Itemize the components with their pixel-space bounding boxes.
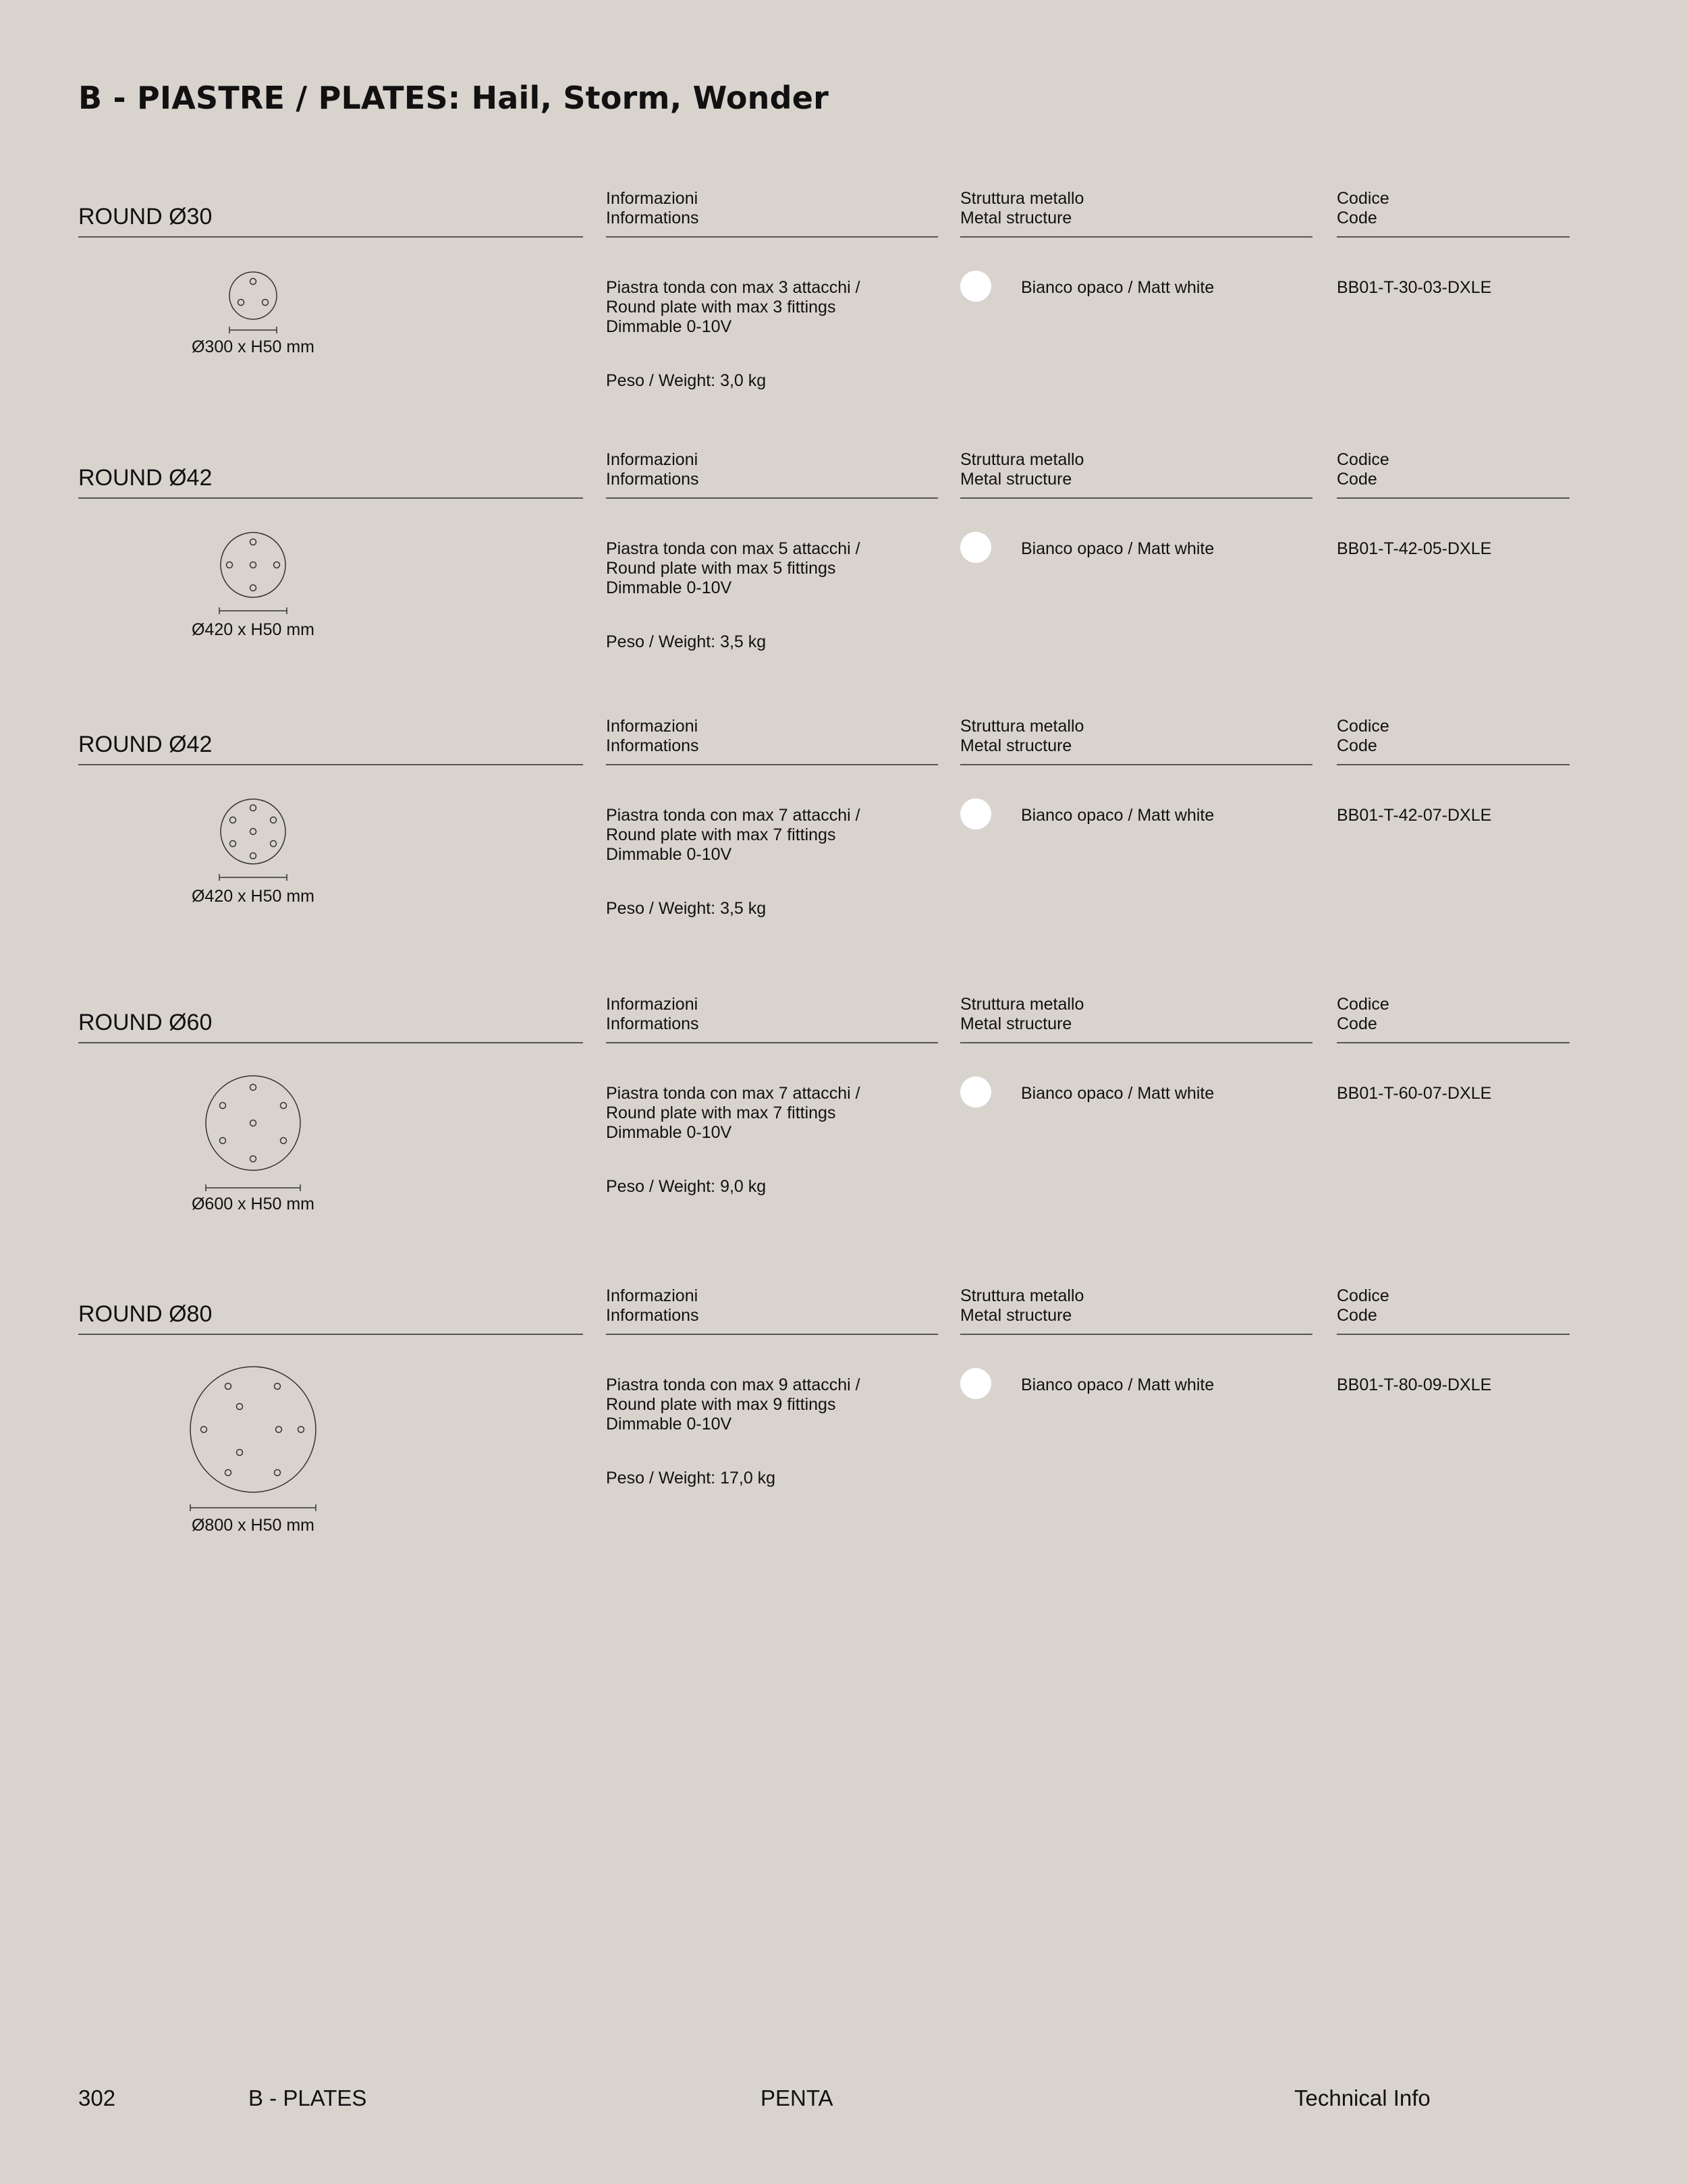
structure-column-header: Struttura metallo Metal structure (960, 450, 1312, 499)
plate-dimension: Ø420 x H50 mm (191, 620, 314, 639)
plate-dimension: Ø300 x H50 mm (191, 337, 314, 356)
info-header-en: Informations (606, 209, 699, 227)
product-code: BB01-T-30-03-DXLE (1337, 278, 1492, 297)
footer-brand: PENTA (760, 2085, 833, 2110)
info-header-it: Informazioni (606, 189, 698, 208)
product-weight: Peso / Weight: 17,0 kg (606, 1469, 776, 1487)
finish-label: Bianco opaco / Matt white (1021, 278, 1215, 297)
code-column-header: Codice Code (1337, 717, 1570, 765)
plate-dimension: Ø800 x H50 mm (191, 1516, 314, 1535)
footer-chapter: Technical Info (1294, 2085, 1431, 2110)
footer-section: B - PLATES (248, 2085, 367, 2110)
plate-dimension: Ø420 x H50 mm (191, 887, 314, 906)
plate-graphic (219, 799, 287, 881)
product-name: ROUND Ø60 (78, 1010, 583, 1043)
code-header-it: Codice (1337, 189, 1389, 208)
info-column-header: Informazioni Informations (606, 995, 938, 1043)
product-code: BB01-T-42-05-DXLE (1337, 539, 1492, 558)
color-swatch-matt-white (960, 271, 991, 302)
plate-graphic (190, 1367, 316, 1511)
product-section (0, 443, 1687, 713)
product-section (0, 710, 1687, 980)
product-name: ROUND Ø42 (78, 732, 583, 765)
product-name: ROUND Ø80 (78, 1301, 583, 1335)
plate-graphic (219, 533, 287, 614)
product-weight: Peso / Weight: 3,5 kg (606, 899, 767, 918)
structure-header-it: Struttura metallo (960, 189, 1084, 208)
structure-column-header: Struttura metallo Metal structure (960, 717, 1312, 765)
structure-header-en: Metal structure (960, 209, 1072, 227)
plate-drawing (175, 1362, 331, 1524)
code-column-header: Codice Code (1337, 1286, 1570, 1335)
plate-drawing (175, 796, 331, 891)
info-column-header: Informazioni Informations (606, 717, 938, 765)
code-header-en: Code (1337, 209, 1377, 227)
finish-label: Bianco opaco / Matt white (1021, 1084, 1215, 1103)
product-code: BB01-T-80-09-DXLE (1337, 1375, 1492, 1394)
product-section (0, 182, 1687, 452)
code-column-header (1337, 189, 1570, 238)
plate-graphic (206, 1076, 300, 1191)
product-code: BB01-T-60-07-DXLE (1337, 1084, 1492, 1103)
product-section (0, 988, 1687, 1258)
plate-drawing (175, 530, 331, 624)
product-weight: Peso / Weight: 3,5 kg (606, 632, 767, 651)
product-description: Piastra tonda con max 7 attacchi / Round plate with max 7 fittings Dimmable 0-10V (606, 806, 860, 864)
product-weight: Peso / Weight: 9,0 kg (606, 1177, 767, 1196)
product-description: Piastra tonda con max 3 attacchi / Round plate with max 3 fittings Dimmable 0-10V (606, 278, 860, 336)
plate-drawing (175, 1072, 331, 1207)
finish-label: Bianco opaco / Matt white (1021, 1375, 1215, 1394)
plate-graphic (229, 272, 277, 333)
page-title: B - PIASTRE / PLATES: Hail, Storm, Wonder (78, 80, 829, 116)
product-code: BB01-T-42-07-DXLE (1337, 806, 1492, 825)
info-column-header: Informazioni Informations (606, 1286, 938, 1335)
color-swatch-matt-white (960, 1368, 991, 1399)
plate-dimension: Ø600 x H50 mm (191, 1195, 314, 1213)
code-column-header: Codice Code (1337, 995, 1570, 1043)
structure-column-header (960, 189, 1312, 238)
product-weight: Peso / Weight: 3,0 kg (606, 371, 767, 390)
color-swatch-matt-white (960, 798, 991, 829)
info-column-header: Informazioni Informations (606, 450, 938, 499)
product-section (0, 1280, 1687, 1550)
code-column-header: Codice Code (1337, 450, 1570, 499)
info-column-header (606, 189, 938, 238)
finish-label: Bianco opaco / Matt white (1021, 806, 1215, 825)
product-description: Piastra tonda con max 7 attacchi / Round plate with max 7 fittings Dimmable 0-10V (606, 1084, 860, 1142)
product-description: Piastra tonda con max 5 attacchi / Round plate with max 5 fittings Dimmable 0-10V (606, 539, 860, 597)
finish-label: Bianco opaco / Matt white (1021, 539, 1215, 558)
color-swatch-matt-white (960, 532, 991, 563)
footer-page-number: 302 (78, 2085, 116, 2110)
structure-column-header: Struttura metallo Metal structure (960, 1286, 1312, 1335)
product-name: ROUND Ø42 (78, 465, 583, 499)
plate-drawing (175, 270, 331, 337)
structure-column-header: Struttura metallo Metal structure (960, 995, 1312, 1043)
product-name: ROUND Ø30 (78, 204, 583, 238)
color-swatch-matt-white (960, 1076, 991, 1108)
product-description: Piastra tonda con max 9 attacchi / Round plate with max 9 fittings Dimmable 0-10V (606, 1375, 860, 1434)
